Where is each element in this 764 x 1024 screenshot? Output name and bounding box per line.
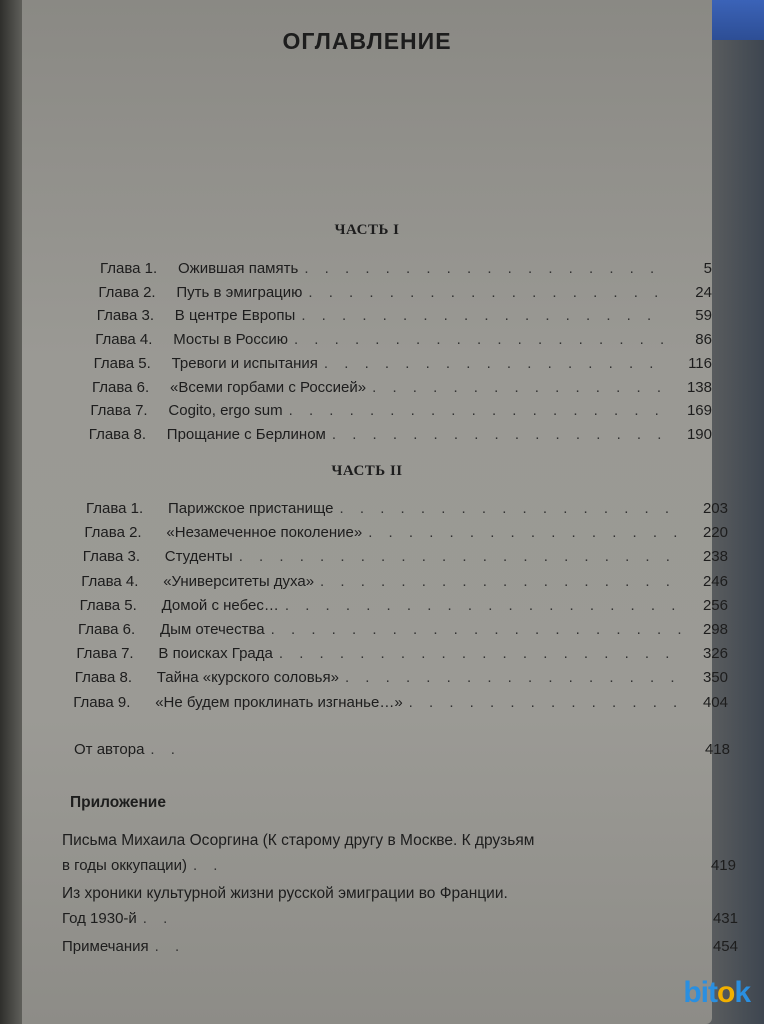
book-page: [22, 0, 738, 1024]
chapter-title: Cogito, ergo sum: [168, 402, 283, 420]
chapter-title: Мосты в Россию: [173, 331, 288, 349]
watermark-text: bit: [683, 976, 717, 1009]
dot-leader: [294, 331, 666, 348]
chapter-row: [86, 500, 728, 517]
notes-page: 454: [712, 938, 738, 955]
dot-leader: [289, 402, 666, 419]
chapter-label: Глава 1.: [86, 500, 144, 517]
chapter-title: Домой с небес…: [161, 596, 279, 614]
chapter-page: 350: [702, 669, 728, 687]
chapter-label: Глава 9.: [73, 693, 131, 711]
chapter-label: Глава 8.: [88, 425, 146, 443]
dot-leader: [155, 938, 185, 955]
dot-leader: [150, 741, 190, 758]
dot-leader: [340, 500, 682, 517]
chapter-row: [94, 355, 712, 372]
chronicle-line2: Год 1930-й: [62, 910, 137, 927]
chapter-title: Студенты: [164, 548, 233, 566]
chapter-label: Глава 5.: [79, 596, 137, 614]
from-author-page: 418: [704, 741, 730, 758]
chapter-page: 169: [686, 402, 712, 420]
chronicle-row: [62, 910, 738, 927]
chapter-row: [97, 307, 712, 324]
notes-row: [62, 938, 738, 955]
chapter-page: 5: [703, 260, 712, 277]
chapter-label: Глава 2.: [98, 283, 156, 301]
appendix-heading: Приложение: [70, 794, 166, 811]
chapter-row: [76, 645, 728, 662]
notes-title: Примечания: [62, 938, 149, 955]
chronicle-line1: Из хроники культурной жизни русской эмиграции во Франции.: [62, 885, 508, 902]
watermark-k: k: [734, 976, 750, 1009]
chapter-page: 404: [702, 693, 728, 711]
chapter-label: Глава 4.: [95, 331, 153, 349]
dot-leader: [320, 573, 682, 590]
chapter-title: В поисках Града: [158, 645, 273, 663]
chapter-title: Путь в эмиграцию: [176, 283, 303, 301]
chapter-page: 116: [688, 354, 712, 372]
chapter-page: 220: [702, 524, 728, 542]
chapter-row: [92, 379, 712, 396]
chapter-page: 59: [695, 307, 712, 325]
dot-leader: [285, 597, 682, 614]
dot-leader: [409, 694, 682, 711]
chapter-row: [95, 331, 712, 348]
dot-leader: [239, 548, 682, 565]
chapter-label: Глава 1.: [100, 260, 158, 277]
from-author-row: [74, 741, 730, 758]
chapter-title: Тревоги и испытания: [171, 354, 318, 372]
chapter-title: В центре Европы: [174, 307, 296, 325]
chapter-title: «Не будем проклинать изгнанье…»: [155, 693, 403, 711]
dot-leader: [324, 355, 666, 372]
letters-line1: Письма Михаила Осоргина (К старому другу в Москве. К друзьям: [62, 832, 535, 849]
chapter-page: 86: [695, 331, 712, 349]
chapter-title: Ожившая память: [178, 260, 299, 277]
dot-leader: [279, 645, 682, 662]
from-author-title: От автора: [74, 741, 145, 758]
dot-leader: [193, 857, 223, 874]
chapter-row: [100, 260, 712, 277]
chapter-title: «Университеты духа»: [163, 572, 315, 590]
chapter-page: 190: [686, 425, 712, 443]
chapter-label: Глава 3.: [96, 307, 154, 325]
chapter-row: [98, 284, 712, 301]
letters-row: [62, 857, 736, 874]
chapter-row: [73, 694, 728, 711]
dot-leader: [345, 669, 682, 686]
chapter-row: [80, 597, 728, 614]
chapter-row: [84, 524, 728, 541]
chapter-label: Глава 5.: [93, 354, 151, 372]
chapter-page: 203: [702, 500, 728, 517]
chapter-label: Глава 7.: [76, 645, 134, 663]
chapter-row: [83, 548, 728, 565]
dot-leader: [372, 379, 666, 396]
letters-line2: в годы оккупации): [62, 857, 187, 874]
chapter-row: [89, 426, 712, 443]
chapter-page: 298: [702, 621, 728, 638]
dot-leader: [143, 910, 173, 927]
chapter-label: Глава 8.: [74, 669, 132, 687]
part1-heading: ЧАСТЬ I: [334, 222, 400, 238]
chapter-page: 138: [686, 378, 712, 396]
page-title: ОГЛАВЛЕНИЕ: [282, 28, 452, 54]
watermark-o: o: [716, 976, 735, 1009]
dot-leader: [308, 284, 666, 301]
chapter-title: «Всеми горбами с Россией»: [170, 378, 367, 396]
chapter-page: 326: [702, 645, 728, 663]
chronicle-page: 431: [712, 910, 738, 927]
chapter-label: Глава 3.: [82, 548, 140, 566]
dot-leader: [332, 426, 666, 443]
chapter-row: [78, 621, 728, 638]
chapter-label: Глава 4.: [81, 572, 139, 590]
chapter-row: [75, 669, 728, 686]
dot-leader: [304, 260, 666, 277]
bitok-watermark: [683, 976, 750, 1010]
chapter-title: Тайна «курского соловья»: [156, 669, 339, 687]
chapter-page: 24: [695, 283, 712, 301]
chapter-label: Глава 6.: [92, 378, 150, 396]
part2-heading: ЧАСТЬ II: [331, 463, 403, 479]
chapter-row: [81, 573, 728, 590]
chapter-page: 246: [702, 572, 728, 590]
chapter-label: Глава 2.: [84, 524, 142, 542]
chapter-label: Глава 6.: [78, 621, 136, 638]
chapter-page: 256: [702, 596, 728, 614]
chapter-title: Прощание с Берлином: [166, 425, 326, 443]
chapter-row: [90, 402, 712, 419]
chapter-page: 238: [702, 548, 728, 566]
letters-page: 419: [710, 857, 736, 874]
chapter-title: Дым отечества: [160, 621, 265, 638]
chapter-title: «Незамеченное поколение»: [166, 524, 363, 542]
dot-leader: [368, 524, 682, 541]
dot-leader: [271, 621, 682, 638]
chapter-label: Глава 7.: [90, 402, 148, 420]
dot-leader: [301, 307, 666, 324]
chapter-title: Парижское пристанище: [168, 500, 334, 517]
